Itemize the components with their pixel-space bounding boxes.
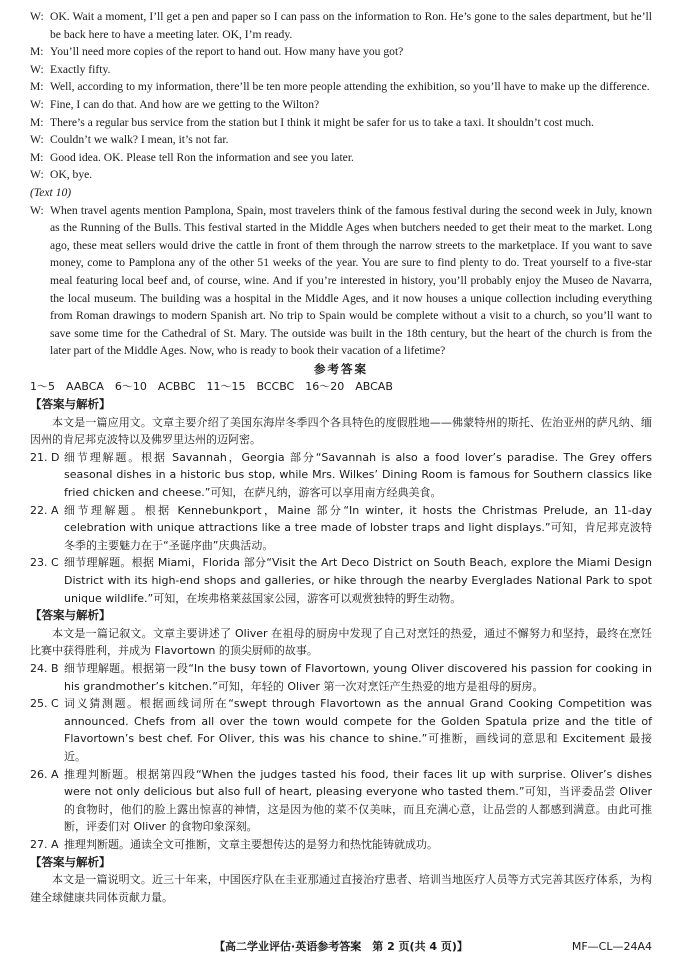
question-explanation [30, 449, 652, 502]
dialogue-line [30, 149, 652, 167]
explanation-text: 细节理解题。根据 Miami，Florida 部分“Visit the Art Deco District on South Beach, explore the Miami Design District with its high-end shops and galleries, or hike through the nearby Everglades National Park to spot unique wildlife.”可知，在埃弗格莱兹国家公园，游客可以观赏独特的野生动物。 [64, 556, 652, 605]
dialogue-line [30, 78, 652, 96]
dialogue-line [30, 166, 652, 184]
page-footer [30, 938, 652, 956]
question-number: 21. D [30, 450, 60, 464]
question-explanation [30, 695, 652, 765]
speaker-label: W: [30, 10, 44, 23]
dialogue-text: You’ll need more copies of the report to hand out. How many have you got? [50, 45, 404, 59]
speaker-label: M: [30, 45, 44, 59]
section-intro: 本文是一篇应用文。文章主要介绍了美国东海岸冬季四个各具特色的度假胜地——佛蒙特州的斯托、佐治亚州的萨凡纳、缅因州的肯尼邦克波特以及佛罗里达州的迈阿密。 [30, 415, 652, 447]
speaker-label: W: [30, 133, 44, 147]
dialogue-line [30, 131, 652, 149]
question-number: 26. A [30, 767, 59, 781]
dialogue-top [30, 8, 652, 184]
dialogue-line [30, 61, 652, 79]
section-header: 【答案与解析】 [30, 854, 111, 869]
question-number: 22. A [30, 503, 59, 517]
explanation-text: 推理判断题。根据第四段“When the judges tasted his food, their faces lit up with surprise. Oliver’s dishes were not only delicious but also full of heart, pleasing everyone who tasted them.”可知，当评委品尝 Oliver 的食物时，他们的脸上露出惊喜的神情，这是因为他的菜不仅美味，而且充满心意，让品尝的人都感到满意。由此可推断，评委们对 Oliver 的食物印象深刻。 [64, 767, 652, 834]
question-number: 25. C [30, 697, 59, 711]
question-explanation [30, 660, 652, 695]
dialogue-line [30, 96, 652, 114]
dialogue-line [30, 43, 652, 61]
section-intro: 本文是一篇说明文。近三十年来，中国医疗队在圭亚那通过直接治疗患者、培训当地医疗人员等方式完善其医疗体系，为构建全球健康共同体贡献力量。 [30, 873, 652, 904]
dialogue-text: Good idea. OK. Please tell Ron the information and see you later. [50, 150, 354, 164]
question-explanation [30, 836, 652, 854]
question-explanation [30, 502, 652, 555]
question-number: 23. C [30, 556, 59, 570]
question-explanation [30, 766, 652, 836]
answer-keys: 1～5 AABCA 6～10 ACBBC 11～15 BCCBC 16～20 ABCAB [30, 380, 393, 394]
dialogue-line [30, 8, 652, 43]
question-number: 27. A [30, 837, 59, 851]
section-intro: 本文是一篇记叙文。文章主要讲述了 Oliver 在祖母的厨房中发现了自己对烹饪的热爱，通过不懈努力和坚持，最终在烹饪比赛中获得胜利，并成为 Flavortown 的顶尖厨师的故事。 [30, 626, 652, 658]
dialogue-text: Fine, I can do that. And how are we getting to the Wilton? [50, 97, 320, 111]
text10-label: (Text 10) [30, 185, 72, 199]
dialogue-line [30, 114, 652, 132]
speaker-label: M: [30, 115, 44, 129]
speaker-label: M: [30, 150, 44, 164]
explanation-text: 推理判断题。通读全文可推断，文章主要想传达的是努力和热忱能铸就成功。 [64, 837, 438, 851]
speaker-label: M: [30, 80, 44, 94]
explanation-text: 细节理解题。根据第一段“In the busy town of Flavortown, young Oliver discovered his passion for cooking in his grandmother’s kitchen.”可知，年轻的 Oliver 第一次对烹饪产生热爱的地方是祖母的厨房。 [64, 661, 652, 693]
dialogue-text: Well, according to my information, there’ll be ten more people attending the exhibition, so you’ll have to make up the difference. [50, 80, 650, 94]
speaker-label: W: [30, 97, 44, 111]
speaker-label: W: [30, 203, 44, 217]
dialogue-text: OK. Wait a moment, I’ll get a pen and paper so I can pass on the information to Ron. He’s gone to the sales department, but he’ll be back here to have a meeting later. OK, I’m ready. [50, 10, 652, 41]
text10-monologue [30, 202, 652, 360]
explanation-text: 细节理解题。根据 Kennebunkport，Maine 部分“In winter, it hosts the Christmas Prelude, an 11-day celebration with unique attractions like a tree made of lobster traps and light displays.”可知，肯尼邦克波特冬季的主要魅力在于“圣诞序曲”庆典活动。 [64, 503, 652, 552]
answer-title: 参考答案 [314, 361, 368, 376]
dialogue-text: There’s a regular bus service from the station but I think it might be safer for us to take a taxi. It shouldn’t cost much. [50, 115, 594, 129]
dialogue-text: Couldn’t we walk? I mean, it’s not far. [50, 133, 229, 147]
explanation-text: 词义猜测题。根据画线词所在“swept through Flavortown as the annual Grand Cooking Competition was announced. Chefs from all over the town would compete for the Golden Spatula prize and the title of Flavortown’s best chef. For Oliver, this was his chance to shine.”可推断，画线词的意思和 Excitement 最接近。 [64, 697, 652, 763]
footer-title: 【高二学业评估·英语参考答案 第 2 页(共 4 页)】 [214, 940, 468, 953]
monologue-text: When travel agents mention Pamplona, Spain, most travelers think of the famous festival during the second week in July, known as the Running of the Bulls. This festival started in the Middle Ages when butchers needed to get their meat to the market. Long ago, these meat sellers would drive the cattle in front of them through the narrow streets to the marketplace. If you want to save money, come to Pamplona any of the other 51 weeks of the year. You are sure to find plenty to do. Treat yourself to a five-star meal featuring local beef and, of course, wine. And if you’re interested in history, you’ll probably enjoy the Museo de Navarra, the local museum. The building was a hospital in the Middle Ages, and it now houses a unique collection including everything from Roman drawings to modern Spanish art. No trip to Spain would be complete without a visit to a church, so you’ll want to save some time for the Cathedral of St. Mary. The outside was built in the 18th century, but the heart of the church is from the later part of the Middle Ages. Now, who is ready to book their vacation of a lifetime? [50, 203, 652, 358]
speaker-label: W: [30, 62, 44, 76]
answer-page [30, 8, 652, 906]
dialogue-text: Exactly fifty. [50, 62, 111, 76]
footer-code: MF—CL—24A4 [571, 940, 652, 953]
question-explanation [30, 554, 652, 607]
section-header: 【答案与解析】 [30, 608, 111, 623]
explanation-text: 细节理解题。根据 Savannah，Georgia 部分“Savannah is also a food lover’s paradise. The Grey offers seasonal dishes in a historic bus stop, while Mrs. Wilkes’ Dining Room is famous for Southern classics like fried chicken and cheese.”可知，在萨凡纳，游客可以享用南方经典美食。 [64, 450, 652, 500]
dialogue-text: OK, bye. [50, 168, 93, 182]
speaker-label: W: [30, 168, 44, 182]
section-header: 【答案与解析】 [30, 397, 111, 412]
question-number: 24. B [30, 661, 59, 675]
